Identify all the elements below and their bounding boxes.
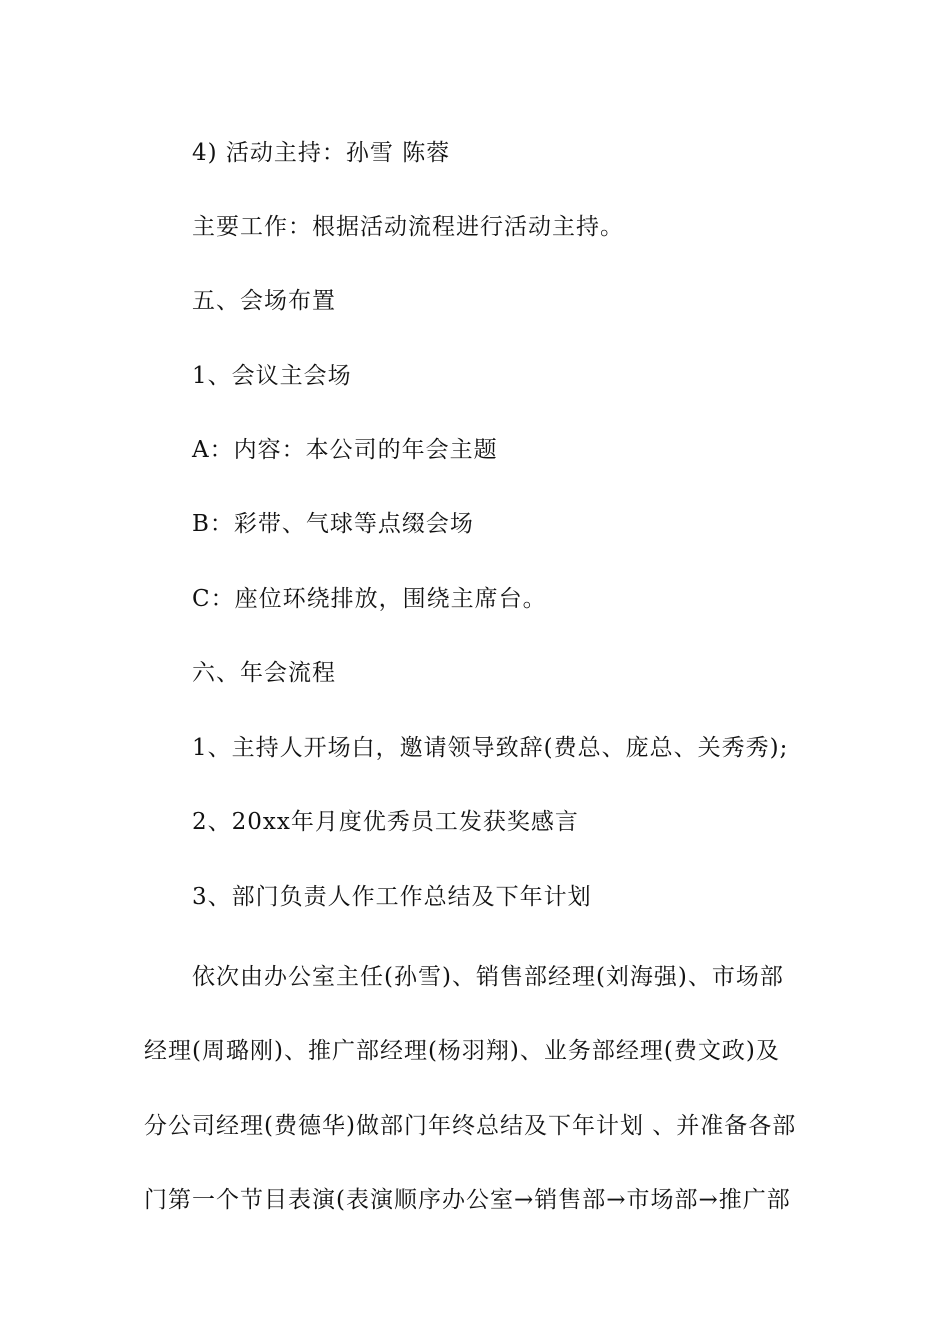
paragraph-line: 分公司经理(费德华)做部门年终总结及下年计划 、并准备各部 bbox=[144, 1113, 797, 1139]
section-heading-process: 六、年会流程 bbox=[192, 660, 336, 686]
venue-item-c: C：座位环绕排放，围绕主席台。 bbox=[192, 586, 547, 612]
venue-item-b: B：彩带、气球等点缀会场 bbox=[192, 511, 474, 537]
venue-item-a: A：内容：本公司的年会主题 bbox=[192, 437, 498, 463]
paragraph-line: 依次由办公室主任(孙雪)、销售部经理(刘海强)、市场部 bbox=[192, 964, 784, 990]
process-item-3: 3、部门负责人作工作总结及下年计划 bbox=[192, 884, 592, 910]
process-item-1: 1、主持人开场白，邀请领导致辞(费总、庞总、关秀秀); bbox=[192, 735, 789, 761]
venue-item-1: 1、会议主会场 bbox=[192, 363, 352, 389]
host-line: 4) 活动主持：孙雪 陈蓉 bbox=[192, 140, 451, 166]
paragraph-line: 经理(周璐刚)、推广部经理(杨羽翔)、业务部经理(费文政)及 bbox=[144, 1038, 780, 1064]
section-heading-venue: 五、会场布置 bbox=[192, 288, 336, 314]
paragraph-line: 门第一个节目表演(表演顺序办公室→销售部→市场部→推广部 bbox=[144, 1187, 791, 1213]
process-item-2: 2、20xx年月度优秀员工发获奖感言 bbox=[192, 809, 579, 835]
host-duty-line: 主要工作：根据活动流程进行活动主持。 bbox=[192, 214, 624, 240]
